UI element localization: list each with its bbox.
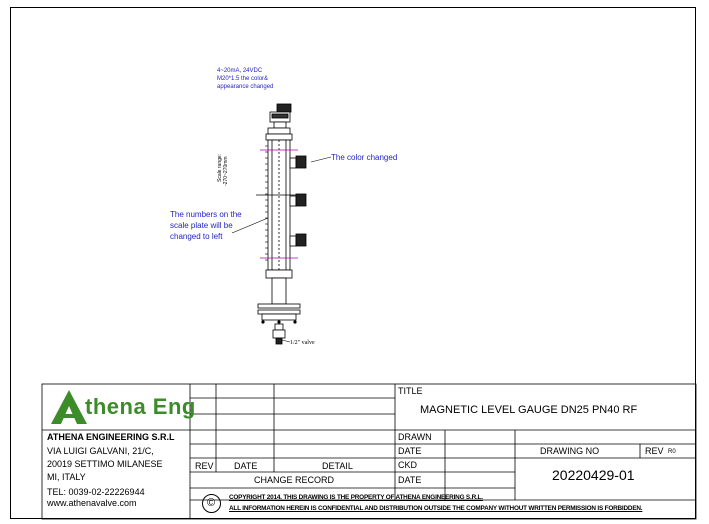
junction-box xyxy=(270,104,291,128)
drawing-no-label: DRAWING NO xyxy=(540,446,600,456)
copyright-line-2: ALL INFORMATION HEREIN IS CONFIDENTIAL AND DISTRIBUTION OUTSIDE THE COMPANY WITHOUT WRITTEN PERMISSION IS FORBIDDEN. xyxy=(229,505,643,512)
indicator-body xyxy=(268,140,290,270)
drawing-number: 20220429-01 xyxy=(552,467,635,483)
flange-bolts xyxy=(261,320,296,323)
electrical-note-line1: 4~20mA, 24VDC xyxy=(217,68,263,74)
title-label: TITLE xyxy=(398,386,423,396)
date2-label: DATE xyxy=(398,475,422,485)
valve-label: 1/2" valve xyxy=(290,340,315,346)
scale-note-line2: scale plate will be xyxy=(170,221,233,230)
top-cap xyxy=(266,128,292,140)
color-changed-note: The color changed xyxy=(331,153,398,162)
scale-range-line2: -270~270mm xyxy=(223,156,229,186)
change-date-header: DATE xyxy=(234,461,258,471)
drain-valve xyxy=(273,324,285,344)
scale-ticks xyxy=(265,146,268,260)
rev-value: R0 xyxy=(668,449,676,455)
rev-label: REV xyxy=(645,446,664,456)
company-address-3: MI, ITALY xyxy=(47,472,86,482)
company-tel: TEL: 0039-02-22226944 xyxy=(47,487,145,497)
change-rev-header: REV xyxy=(195,461,214,471)
electrical-note-line2: M20*1.5 the color& xyxy=(217,76,269,82)
scale-note-line3: changed to left xyxy=(170,232,223,241)
level-switch-bottom xyxy=(290,234,306,246)
scale-note-line1: The numbers on the xyxy=(170,210,242,219)
date-label: DATE xyxy=(398,446,422,456)
ckd-label: CKD xyxy=(398,460,418,470)
company-address-2: 20019 SETTIMO MILANESE xyxy=(47,459,163,469)
copyright-icon: © xyxy=(202,494,221,513)
scale-range-line1: Scale range: xyxy=(217,153,223,182)
electrical-note-line3: appearance changed xyxy=(217,84,274,90)
logo-text: thena Eng xyxy=(85,394,196,419)
lower-body xyxy=(258,270,300,320)
logo-a-icon xyxy=(49,388,89,426)
level-switch-middle xyxy=(290,194,306,206)
level-switch-top xyxy=(290,156,306,168)
company-logo xyxy=(47,388,196,426)
drawn-label: DRAWN xyxy=(398,432,432,442)
company-website: www.athenavalve.com xyxy=(47,498,137,508)
change-detail-header: DETAIL xyxy=(322,461,353,471)
company-address-1: VIA LUIGI GALVANI, 21/C, xyxy=(47,446,154,456)
drawing-title: MAGNETIC LEVEL GAUGE DN25 PN40 RF xyxy=(420,404,638,416)
change-record-caption: CHANGE RECORD xyxy=(254,475,335,485)
company-name: ATHENA ENGINEERING S.R.L xyxy=(47,432,175,442)
copyright-line-1: COPYRIGHT 2014. THIS DRAWING IS THE PROPERTY OF ATHENA ENGINEERING S.R.L. xyxy=(229,494,483,501)
